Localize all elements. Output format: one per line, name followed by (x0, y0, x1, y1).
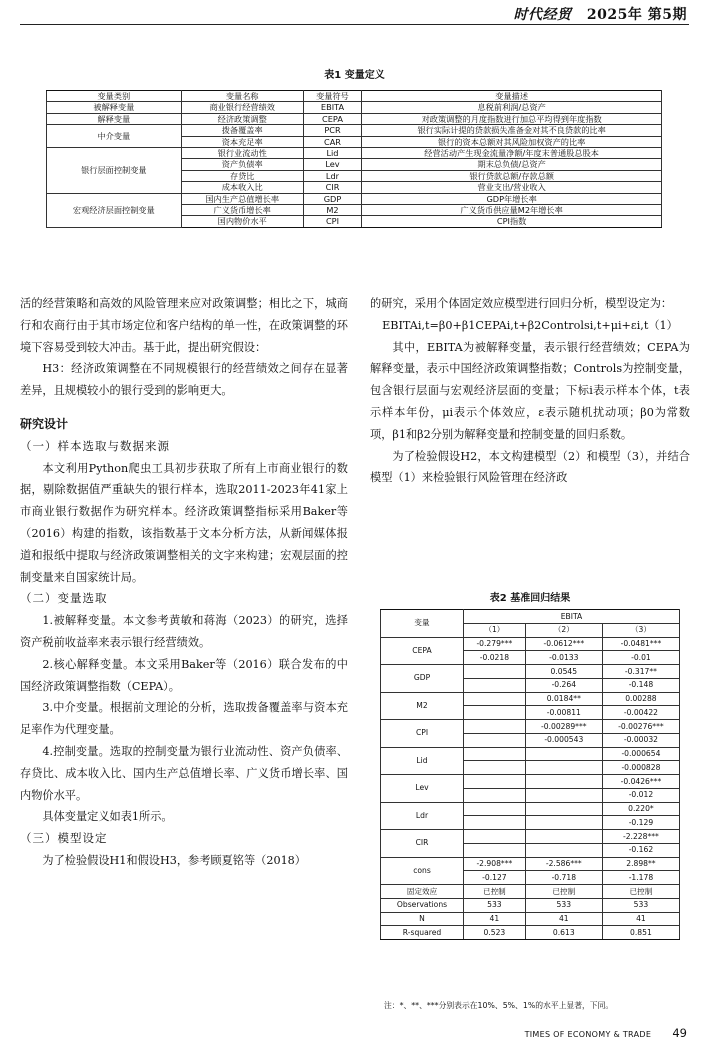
summary-label-cell: Observations (381, 898, 464, 912)
coefficient-row (381, 857, 680, 871)
standard-error-cell: -0.000828 (602, 761, 679, 775)
variable-description-cell: 对政策调整的月度指数进行加总平均得到年度指数 (362, 113, 662, 124)
variable-symbol-cell: Ldr (303, 170, 362, 181)
summary-value-cell: 41 (464, 912, 526, 926)
variable-name-cell: 经济政策调整 (181, 113, 303, 124)
coefficient-cell (464, 802, 526, 816)
coefficient-cell (464, 692, 526, 706)
standard-error-cell (464, 678, 526, 692)
variable-description-cell: 银行贷款总额/存款总额 (362, 170, 662, 181)
standard-error-cell: -0.000543 (525, 733, 602, 747)
paragraph: 1.被解释变量。本文参考黄敏和蒋海（2023）的研究，选择资产税前收益率来表示银行经营绩效。 (20, 614, 348, 649)
coefficient-cell (525, 830, 602, 844)
variable-symbol-cell: PCR (303, 125, 362, 136)
category-cell: 被解释变量 (47, 102, 182, 113)
page-footer (525, 1026, 687, 1040)
summary-value-cell: 41 (602, 912, 679, 926)
paragraph: 为了检验假设H2，本文构建模型（2）和模型（3），并结合模型（1）来检验银行风险管理在经济政 (370, 449, 690, 485)
coefficient-cell: -2.908*** (464, 857, 526, 871)
variable-name-cell: 成本收入比 (181, 182, 303, 193)
variable-name-cell: 广义货币增长率 (181, 204, 303, 215)
coefficient-row (381, 692, 680, 706)
coefficient-cell (464, 665, 526, 679)
paragraph: 本文利用Python爬虫工具初步获取了所有上市商业银行的数据，剔除数据值严重缺失的银行样本，选取2011-2023年41家上市商业银行数据作为研究样本。经济政策调整指标采用Baker等（2016）构建的指数，该指数基于文本分析方法，从新闻媒体报道和报纸中提取与经济政策调整相关的文字来构建；宏观层面的控制变量来自国家统计局。 (20, 461, 348, 584)
category-cell: 中介变量 (47, 125, 182, 148)
variable-name-cell: M2 (381, 692, 464, 720)
variable-description-cell: GDP年增长率 (362, 193, 662, 204)
coefficient-row (381, 802, 680, 816)
summary-value-cell: 已控制 (525, 885, 602, 899)
variable-name-cell: cons (381, 857, 464, 885)
variable-description-cell: 银行实际计提的贷款损失准备金对其不良贷款的比率 (362, 125, 662, 136)
standard-error-cell: -0.264 (525, 678, 602, 692)
standard-error-cell: -0.718 (525, 871, 602, 885)
regression-results-table (380, 609, 680, 940)
coefficient-row (381, 747, 680, 761)
journal-english-name: TIMES OF ECONOMY & TRADE (524, 1030, 652, 1039)
summary-value-cell: 已控制 (464, 885, 526, 899)
variable-name-cell: 存贷比 (181, 170, 303, 181)
variable-description-cell: 期末总负债/总资产 (362, 159, 662, 170)
summary-label-cell: 固定效应 (381, 885, 464, 899)
coefficient-cell: -0.0612*** (525, 637, 602, 651)
standard-error-cell (525, 761, 602, 775)
variable-symbol-cell: CEPA (303, 113, 362, 124)
table-header-row (381, 610, 680, 624)
header-cell: 变量描述 (362, 91, 662, 102)
variable-name-cell: 国内生产总值增长率 (181, 193, 303, 204)
standard-error-cell: -0.127 (464, 871, 526, 885)
standard-error-cell: -0.012 (602, 788, 679, 802)
standard-error-cell (464, 843, 526, 857)
table-row (47, 113, 662, 124)
variable-name-cell: 商业银行经营绩效 (181, 102, 303, 113)
standard-error-cell (464, 733, 526, 747)
standard-error-cell (464, 816, 526, 830)
coefficient-cell (464, 720, 526, 734)
standard-error-cell: -0.01 (602, 651, 679, 665)
subsection-heading: （三）模型设定 (20, 831, 108, 846)
coefficient-cell (525, 775, 602, 789)
summary-label-cell: N (381, 912, 464, 926)
standard-error-cell (525, 843, 602, 857)
paragraph: 活的经营策略和高效的风险管理来应对政策调整；相比之下，城商行和农商行由于其市场定位和客户结构的单一性，在政策调整的环境下容易受到较大冲击。基于此，提出研究假设： (20, 297, 348, 354)
variable-name-cell: 银行业流动性 (181, 147, 303, 158)
header-cell: 变量名称 (181, 91, 303, 102)
variable-description-cell: 经营活动产生现金流量净额/年度末普通股总股本 (362, 147, 662, 158)
coefficient-cell: -2.586*** (525, 857, 602, 871)
coefficient-cell: -0.0426*** (602, 775, 679, 789)
variable-symbol-cell: CAR (303, 136, 362, 147)
table-header-row (47, 91, 662, 102)
variable-symbol-cell: M2 (303, 204, 362, 215)
summary-value-cell: 0.523 (464, 926, 526, 940)
hypothesis-h3: H3：经济政策调整在不同规模银行的经营绩效之间存在显著差异，且规模较小的银行受到的影响更大。 (20, 362, 348, 398)
coefficient-cell: 2.898** (602, 857, 679, 871)
paragraph: 3.中介变量。根据前文理论的分析，选取拨备覆盖率与资本充足率作为代理变量。 (20, 701, 348, 737)
variable-description-cell: 广义货币供应量M2年增长率 (362, 204, 662, 215)
coefficient-cell: -0.00276*** (602, 720, 679, 734)
standard-error-cell: -0.0133 (525, 651, 602, 665)
standard-error-cell: -0.00032 (602, 733, 679, 747)
summary-value-cell: 533 (525, 898, 602, 912)
standard-error-cell: -0.00811 (525, 706, 602, 720)
variable-name-cell: 拨备覆盖率 (181, 125, 303, 136)
dependent-variable-cell: EBITA (464, 610, 680, 624)
variable-symbol-cell: CPI (303, 216, 362, 227)
variable-symbol-cell: Lev (303, 159, 362, 170)
coefficient-cell: 0.0545 (525, 665, 602, 679)
coefficient-cell (464, 775, 526, 789)
coefficient-cell: -0.317** (602, 665, 679, 679)
paragraph: 2.核心解释变量。本文采用Baker等（2016）联合发布的中国经济政策调整指数（CEPA）。 (20, 657, 348, 693)
coefficient-cell: -0.279*** (464, 637, 526, 651)
page-number: 49 (672, 1026, 687, 1040)
paragraph: 4.控制变量。选取的控制变量为银行业流动性、资产负债率、存贷比、成本收入比、国内生产总值增长率、广义货币增长率、国内物价水平。 (20, 744, 348, 802)
summary-row (381, 898, 680, 912)
coefficient-cell (464, 747, 526, 761)
paragraph: 其中，EBITA为被解释变量，表示银行经营绩效；CEPA为解释变量，表示中国经济政策调整指数；Controls为控制变量，包含银行层面与宏观经济层面的变量；下标i表示样本个体，t表示样本年份，μi表示个体效应，ε表示随机扰动项；β0为常数项，β1和β2分别为解释变量和控制变量的回归系数。 (370, 340, 690, 441)
table-note: 注：*、**、***分别表示在10%、5%、1%的水平上显著，下同。 (384, 1001, 614, 1010)
coefficient-row (381, 665, 680, 679)
summary-value-cell: 41 (525, 912, 602, 926)
coefficient-cell (525, 747, 602, 761)
header-cell: 变量符号 (303, 91, 362, 102)
variable-name-cell: Lid (381, 747, 464, 775)
variable-symbol-cell: GDP (303, 193, 362, 204)
variable-name-cell: 资产负债率 (181, 159, 303, 170)
page-header (514, 4, 687, 24)
variable-symbol-cell: Lid (303, 147, 362, 158)
summary-row (381, 926, 680, 940)
variable-name-cell: Lev (381, 775, 464, 803)
variable-header-cell: 变量 (381, 610, 464, 638)
coefficient-cell: -0.0481*** (602, 637, 679, 651)
paragraph: 具体变量定义如表1所示。 (42, 810, 173, 824)
paragraph: 为了检验假设H1和假设H3，参考顾夏铭等（2018） (42, 853, 306, 867)
variable-symbol-cell: EBITA (303, 102, 362, 113)
model-formula: EBITAi,t=β0+β1CEPAi,t+β2Controlsi,t+μi+εi,t（1） (382, 318, 678, 332)
section-heading: 研究设计 (20, 416, 69, 431)
category-cell: 宏观经济层面控制变量 (47, 193, 182, 227)
summary-row (381, 912, 680, 926)
paragraph: 的研究，采用个体固定效应模型进行回归分析，模型设定为： (370, 297, 673, 310)
coefficient-cell: 0.0184** (525, 692, 602, 706)
variable-description-cell: 息税前利润/总资产 (362, 102, 662, 113)
standard-error-cell (525, 816, 602, 830)
coefficient-cell: 0.00288 (602, 692, 679, 706)
summary-value-cell: 0.851 (602, 926, 679, 940)
standard-error-cell (464, 788, 526, 802)
standard-error-cell (464, 706, 526, 720)
coefficient-cell: -2.228*** (602, 830, 679, 844)
header-cell: 变量类别 (47, 91, 182, 102)
variable-name-cell: GDP (381, 665, 464, 693)
standard-error-cell: -0.00422 (602, 706, 679, 720)
column-number-cell: （3） (602, 623, 679, 637)
issue-label: 2025年 第5期 (586, 7, 687, 23)
variable-name-cell: CPI (381, 720, 464, 748)
column-number-cell: （2） (525, 623, 602, 637)
subsection-heading: （一）样本选取与数据来源 (20, 438, 170, 453)
coefficient-cell: 0.220* (602, 802, 679, 816)
variable-name-cell: CIR (381, 830, 464, 858)
standard-error-cell: -0.148 (602, 678, 679, 692)
variable-name-cell: 资本充足率 (181, 136, 303, 147)
standard-error-cell: -0.129 (602, 816, 679, 830)
standard-error-cell (464, 761, 526, 775)
table2-caption: 表2 基准回归结果 (489, 593, 571, 604)
coefficient-cell: -0.000654 (602, 747, 679, 761)
coefficient-row (381, 830, 680, 844)
coefficient-cell (525, 802, 602, 816)
subsection-heading: （二）变量选取 (20, 591, 108, 606)
summary-label-cell: R-squared (381, 926, 464, 940)
variable-name-cell: CEPA (381, 637, 464, 665)
table-row (47, 102, 662, 113)
table-row (47, 147, 662, 158)
summary-value-cell: 533 (602, 898, 679, 912)
table1-caption: 表1 变量定义 (324, 70, 385, 81)
summary-row (381, 885, 680, 899)
coefficient-row (381, 637, 680, 651)
variable-definition-table (46, 90, 662, 228)
journal-name: 时代经贸 (513, 7, 572, 23)
table-row (47, 125, 662, 136)
left-column (20, 293, 348, 872)
coefficient-row (381, 775, 680, 789)
header-rule (20, 24, 689, 25)
variable-description-cell: 银行的资本总额对其风险加权资产的比率 (362, 136, 662, 147)
category-cell: 银行层面控制变量 (47, 147, 182, 193)
variable-description-cell: CPI指数 (362, 216, 662, 227)
variable-name-cell: Ldr (381, 802, 464, 830)
summary-value-cell: 0.613 (525, 926, 602, 940)
summary-value-cell: 533 (464, 898, 526, 912)
variable-symbol-cell: CIR (303, 182, 362, 193)
coefficient-cell: -0.00289*** (525, 720, 602, 734)
coefficient-row (381, 720, 680, 734)
variable-name-cell: 国内物价水平 (181, 216, 303, 227)
variable-description-cell: 营业支出/营业收入 (362, 182, 662, 193)
standard-error-cell: -0.162 (602, 843, 679, 857)
standard-error-cell: -1.178 (602, 871, 679, 885)
table-row (47, 193, 662, 204)
column-number-cell: （1） (464, 623, 526, 637)
standard-error-cell: -0.0218 (464, 651, 526, 665)
coefficient-cell (464, 830, 526, 844)
standard-error-cell (525, 788, 602, 802)
right-column (370, 293, 690, 489)
summary-value-cell: 已控制 (602, 885, 679, 899)
category-cell: 解释变量 (47, 113, 182, 124)
